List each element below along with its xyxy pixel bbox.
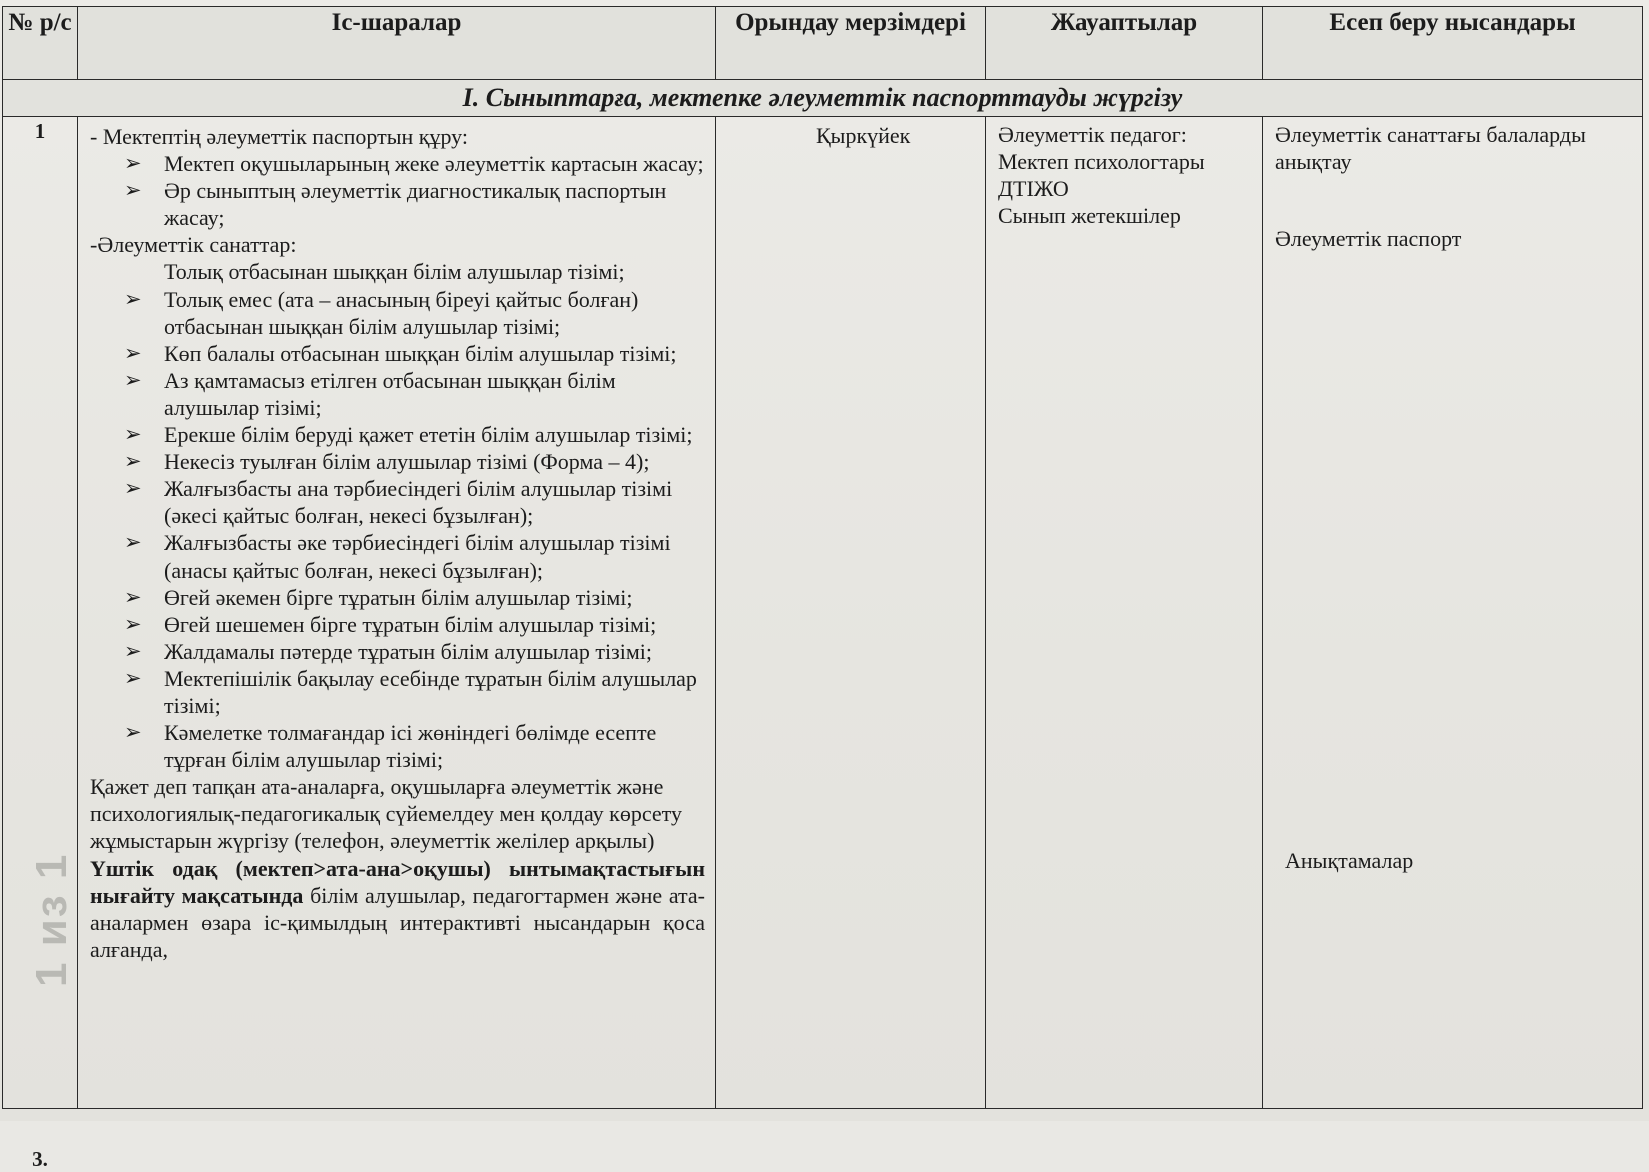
report-item-3: Анықтамалар bbox=[1285, 848, 1414, 873]
list-item: ➢ Жалғызбасты ана тәрбиесіндегі білім алушылар тізімі (әкесі қайтыс болған, некесі бұзылған); bbox=[90, 475, 705, 529]
header-report: Есеп беру нысандары bbox=[1263, 7, 1643, 80]
report-item-1: Әлеуметтік санаттағы балаларды анықтау bbox=[1275, 122, 1586, 174]
activity-plan-table bbox=[2, 6, 1643, 1171]
list-item: ➢ Өгей шешемен бірге тұратын білім алушылар тізімі; bbox=[90, 611, 705, 638]
union-rest-text: білім алушылар, педагогтармен және ата-аналармен өзара іс-қимылдың интерактивті нысандарын қоса алғанда, bbox=[90, 882, 705, 962]
header-actions: Іс-шаралар bbox=[78, 7, 716, 80]
table-row bbox=[3, 117, 1643, 1109]
list-item: ➢ Толық емес (ата – анасының біреуі қайтыс болған) отбасынан шыққан білім алушылар тізімі; bbox=[90, 286, 705, 340]
term-value: Қыркүйек bbox=[816, 123, 911, 148]
page-counter-stamp: 1 из 1 bbox=[27, 852, 76, 987]
list-item: ➢ Мектеп оқушыларының жеке әлеуметтік картасын жасау; bbox=[90, 150, 705, 177]
union-paragraph bbox=[90, 855, 705, 963]
row-number-cell bbox=[3, 117, 78, 1171]
report-cell bbox=[1263, 117, 1643, 1109]
list-item: ➢ Жалдамалы пәтерде тұратын білім алушылар тізімі; bbox=[90, 638, 705, 665]
table-header-row bbox=[3, 7, 1643, 80]
list-item: ➢ Өгей әкемен бірге тұратын білім алушылар тізімі; bbox=[90, 584, 705, 611]
list-item: ➢ Жалғызбасты әке тәрбиесіндегі білім алушылар тізімі (анасы қайтыс болған, некесі бұзылған); bbox=[90, 529, 705, 583]
row-number: 1 bbox=[34, 119, 46, 143]
responsible-line: Мектеп психологтары bbox=[998, 149, 1205, 174]
actions-intro: - Мектептің әлеуметтік паспортын құру: bbox=[90, 124, 468, 149]
header-number: № р/с bbox=[3, 7, 78, 80]
row-number-bottom: 3. bbox=[32, 1147, 48, 1171]
list-item: Толық отбасынан шыққан білім алушылар тізімі; bbox=[164, 259, 625, 285]
section-title: I. Сыныптарға, мектепке әлеуметтік паспорттауды жүргізу bbox=[3, 80, 1643, 117]
header-terms: Орындау мерзімдері bbox=[716, 7, 986, 80]
terms-cell bbox=[716, 117, 986, 1109]
list-item: ➢ Мектепішілік бақылау есебінде тұратын білім алушылар тізімі; bbox=[90, 665, 705, 719]
list-item: ➢ Әр сыныптың әлеуметтік диагностикалық паспортын жасау; bbox=[90, 177, 705, 231]
responsible-cell bbox=[986, 117, 1263, 1109]
list-item: ➢ Ерекше білім беруді қажет ететін білім алушылар тізімі; bbox=[90, 421, 705, 448]
support-paragraph: Қажет деп тапқан ата-аналарға, оқушыларға әлеуметтік және психологиялық-педагогикалық сүйемелдеу мен қолдау көрсету жұмыстарын жүргізу (телефон, әлеуметтік желілер арқылы) bbox=[90, 774, 682, 854]
header-responsible: Жауаптылар bbox=[986, 7, 1263, 80]
list-item: ➢ Кәмелетке толмағандар ісі жөніндегі бөлімде есепте тұрған білім алушылар тізімі; bbox=[90, 719, 705, 773]
responsible-line: Сынып жетекшілер bbox=[998, 203, 1181, 228]
list-item: ➢ Көп балалы отбасынан шыққан білім алушылар тізімі; bbox=[90, 340, 705, 367]
section-row bbox=[3, 80, 1643, 117]
categories-label: -Әлеуметтік санаттар: bbox=[90, 232, 297, 258]
report-item-2: Әлеуметтік паспорт bbox=[1275, 226, 1462, 251]
union-bold-text: Үштік одақ (мектеп>ата-ана>оқушы) ынтымақтастығын нығайту мақсатында bbox=[90, 855, 705, 908]
actions-cell bbox=[78, 117, 716, 1109]
list-item: ➢ Некесіз туылған білім алушылар тізімі (Форма – 4); bbox=[90, 448, 705, 475]
responsible-line: Әлеуметтік педагог: bbox=[998, 122, 1187, 147]
responsible-line: ДТІЖО bbox=[998, 176, 1069, 201]
list-item: ➢ Аз қамтамасыз етілген отбасынан шыққан білім алушылар тізімі; bbox=[90, 367, 705, 421]
